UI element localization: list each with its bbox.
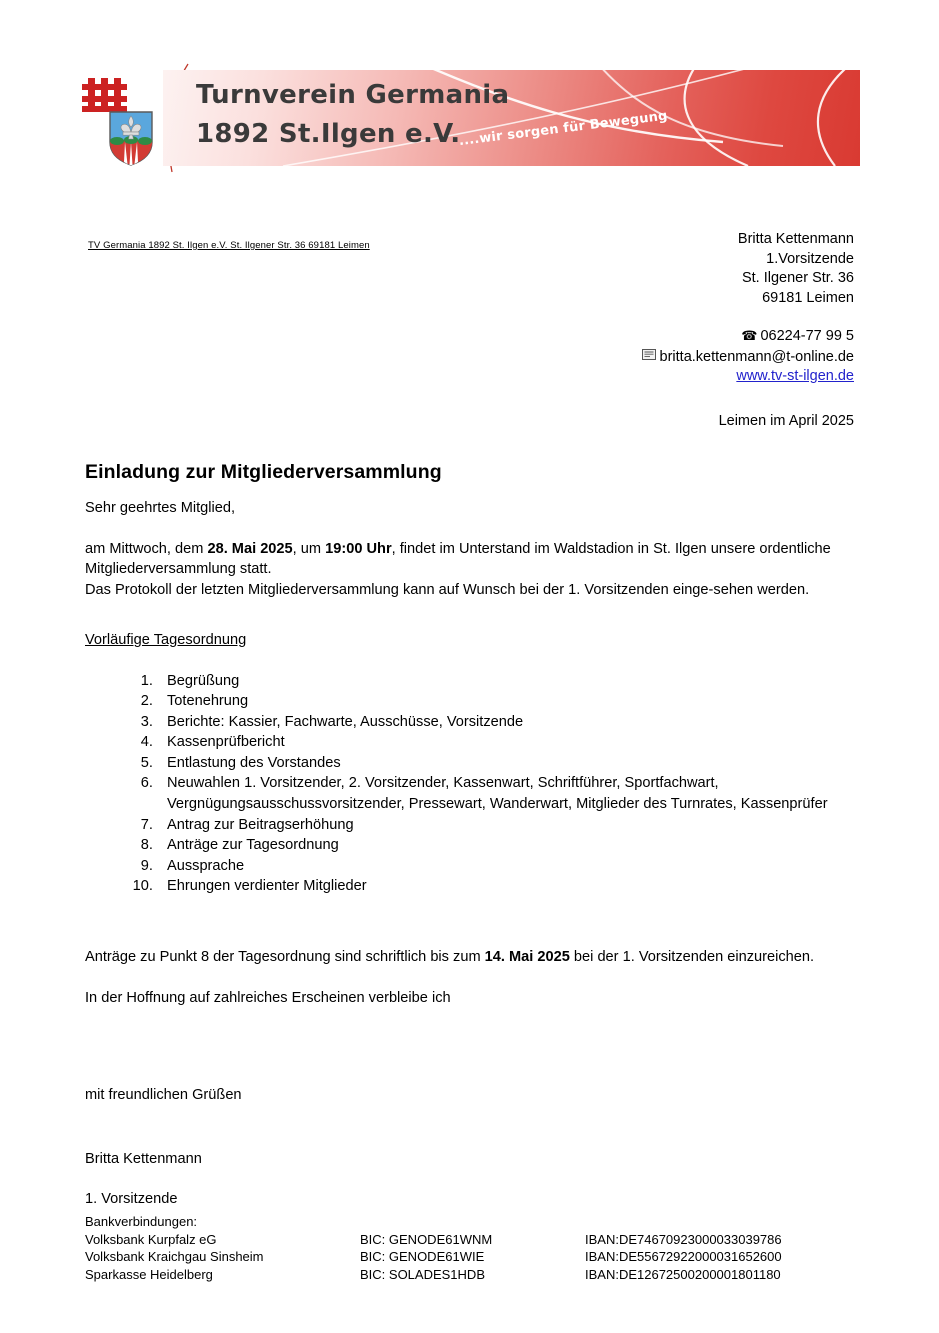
closing-greeting: mit freundlichen Grüßen <box>85 1087 242 1103</box>
intro-part2: , um <box>292 540 326 557</box>
bank-bic: BIC: GENODE61WIE <box>360 1249 485 1264</box>
contact-email-row[interactable] <box>642 347 854 368</box>
letterhead <box>0 62 939 174</box>
deadline-part2: bei der 1. Vorsitzenden <box>569 949 724 966</box>
telephone-icon: ☎ <box>741 329 758 344</box>
deadline-part3: einzureichen. <box>727 949 815 966</box>
bank-name: Sparkasse Heidelberg <box>85 1266 213 1282</box>
contact-phone: 06224-77 99 5 <box>760 328 854 344</box>
meeting-announcement <box>85 539 860 580</box>
agenda-list <box>85 671 860 898</box>
letter-body <box>85 498 860 1008</box>
protocol-note: Das Protokoll der letzten Mitgliederversammlung kann auf Wunsch bei der 1. Vorsitzenden einge-sehen werden. <box>85 581 810 598</box>
bank-bic: BIC: SOLADES1HDB <box>360 1266 485 1282</box>
intro-part4: unsere ordentliche Mitgliederversammlung statt. <box>85 540 831 577</box>
intro-part3: , findet im Unterstand im Waldstadion in St. Ilgen <box>391 540 707 557</box>
page-title: Einladung zur Mitgliederversammlung <box>85 461 442 484</box>
bank-iban: IBAN:DE74670923000033039786 <box>585 1231 782 1247</box>
bank-bic: BIC: GENODE61WNM <box>360 1231 493 1247</box>
agenda-item: 4. Kassenprüfbericht <box>157 732 860 753</box>
agenda-heading: Vorläufige Tagesordnung <box>85 632 247 648</box>
contact-name: Britta Kettenmann <box>737 231 854 247</box>
bank-heading: Bankverbindungen: <box>85 1214 198 1229</box>
return-address: TV Germania 1892 St. Ilgen e.V. St. Ilgener Str. 36 69181 Leimen <box>88 240 370 251</box>
intro-part1: am Mittwoch, dem <box>85 540 208 557</box>
bank-row <box>85 1266 825 1284</box>
agenda-item: 2. Totenehrung <box>157 691 860 712</box>
bank-iban: IBAN:DE12672500200001801180 <box>585 1266 781 1282</box>
contact-website-link[interactable]: www.tv-st-ilgen.de <box>736 368 854 384</box>
contact-city: 69181 Leimen <box>762 289 854 306</box>
motion-deadline <box>85 947 860 968</box>
bank-name: Volksbank Kurpfalz eG <box>85 1231 217 1247</box>
club-crest-icon <box>80 72 158 166</box>
signature-block <box>85 1085 242 1210</box>
bank-iban: IBAN:DE55672922000031652600 <box>585 1249 782 1264</box>
deadline-date: 14. Mai 2025 <box>484 949 570 966</box>
bank-row <box>85 1231 825 1249</box>
salutation: Sehr geehrtes Mitglied, <box>85 500 236 516</box>
club-name-line2: 1892 St.Ilgen e.V. <box>196 119 461 149</box>
agenda-item: 9. Aussprache <box>157 856 860 877</box>
contact-website-row[interactable] <box>642 367 854 387</box>
contact-phone-row <box>642 327 854 347</box>
contact-street: St. Ilgener Str. 36 <box>741 270 854 286</box>
bank-name: Volksbank Kraichgau Sinsheim <box>85 1249 264 1264</box>
agenda-item: 1. Begrüßung <box>157 671 860 692</box>
contact-email[interactable]: britta.kettenmann@t-online.de <box>659 348 854 365</box>
place-date: Leimen im April 2025 <box>718 413 854 429</box>
agenda-item: 3. Berichte: Kassier, Fachwarte, Ausschüsse, Vorsitzende <box>157 712 860 733</box>
bank-row <box>85 1248 825 1266</box>
club-name-line1: Turnverein Germania <box>196 80 510 110</box>
club-slogan: ....wir sorgen für Bewegung <box>458 108 669 150</box>
header-banner <box>163 70 860 166</box>
agenda-item: 7. Antrag zur Beitragserhöhung <box>157 815 860 836</box>
meeting-date: 28. Mai 2025 <box>207 540 293 557</box>
club-name <box>196 76 671 158</box>
agenda-item: 6. Neuwahlen 1. Vorsitzender, 2. Vorsitzender, Kassenwart, Schriftführer, Sportfachwart, Vergnügungsausschussvorsitzender, Pressewart, Wanderwart, Mitglieder des Turnrates, Kassenprüfer <box>157 773 860 814</box>
bank-details <box>85 1213 825 1283</box>
meeting-time: 19:00 Uhr <box>325 540 392 557</box>
signer-role: 1. Vorsitzende <box>85 1191 178 1207</box>
agenda-item: 5. Entlastung des Vorstandes <box>157 753 860 774</box>
contact-block <box>642 230 854 387</box>
envelope-icon <box>642 347 656 367</box>
hope-line: In der Hoffnung auf zahlreiches Erscheinen verbleibe ich <box>85 989 451 1006</box>
signer-name: Britta Kettenmann <box>85 1150 202 1167</box>
deadline-part1: Anträge zu Punkt 8 der Tagesordnung sind schriftlich bis zum <box>85 949 485 966</box>
agenda-item: 8. Anträge zur Tagesordnung <box>157 835 860 856</box>
agenda-item: 10. Ehrungen verdienter Mitglieder <box>157 876 860 897</box>
contact-role: 1.Vorsitzende <box>766 250 854 267</box>
